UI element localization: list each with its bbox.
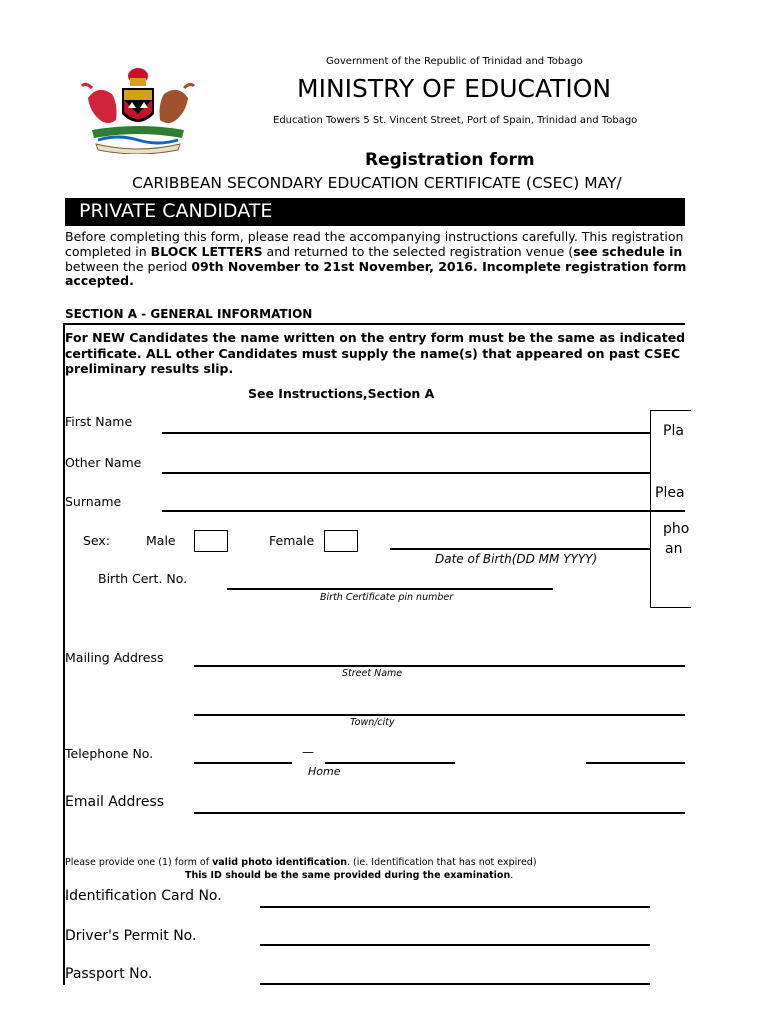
photo-box-text-2: Plea — [655, 485, 685, 501]
banner-label: PRIVATE CANDIDATE — [79, 200, 273, 222]
id-note-2 — [185, 870, 513, 881]
private-candidate-banner — [65, 198, 685, 226]
birth-cert-caption: Birth Certificate pin number — [320, 592, 454, 603]
id-card-field[interactable] — [260, 906, 650, 908]
drivers-permit-field[interactable] — [260, 944, 650, 946]
birth-cert-field[interactable] — [227, 588, 553, 590]
telephone-dash: — — [302, 745, 314, 759]
id-note-2-period: . — [510, 870, 514, 881]
telephone-home-number-field[interactable] — [325, 762, 455, 764]
date-of-birth-field[interactable] — [390, 548, 650, 550]
section-a-note-1: For NEW Candidates the name written on the entry form must be the same as indicated — [65, 330, 686, 345]
intro-line-3 — [65, 259, 686, 274]
surname-label: Surname — [65, 494, 122, 509]
intro-text: between the period — [65, 259, 192, 274]
see-instructions: See Instructions,Section A — [248, 386, 435, 401]
home-caption: Home — [308, 765, 341, 778]
first-name-label: First Name — [65, 414, 133, 429]
section-a-note-3: preliminary results slip. — [65, 361, 234, 376]
id-note-2-bold: This ID should be the same provided during the examination — [185, 870, 511, 881]
photo-box — [650, 410, 691, 608]
section-a-note-2: certificate. ALL other Candidates must supply the name(s) that appeared on past CSEC — [65, 346, 681, 361]
first-name-field[interactable] — [162, 432, 650, 434]
intro-bold-schedule: see schedule in — [573, 244, 683, 259]
town-city-caption: Town/city — [350, 717, 395, 728]
id-note-text: Please provide one (1) form of — [65, 857, 213, 868]
id-card-label: Identification Card No. — [65, 888, 222, 904]
street-name-field[interactable] — [194, 665, 685, 667]
intro-text: and returned to the selected registration venue ( — [262, 244, 574, 259]
town-city-field[interactable] — [194, 714, 685, 716]
email-label: Email Address — [65, 794, 165, 810]
section-a-heading: SECTION A - GENERAL INFORMATION — [65, 307, 313, 321]
drivers-permit-label: Driver's Permit No. — [65, 928, 197, 944]
form-subtitle: CARIBBEAN SECONDARY EDUCATION CERTIFICATE (CSEC) MAY/ — [132, 174, 622, 192]
street-name-caption: Street Name — [342, 668, 403, 679]
other-name-label: Other Name — [65, 455, 142, 470]
other-name-field[interactable] — [162, 472, 650, 474]
intro-line-4: accepted. — [65, 273, 134, 288]
sex-label: Sex: — [83, 533, 111, 548]
ministry-address: Education Towers 5 St. Vincent Street, Port of Spain, Trinidad and Tobago — [273, 115, 638, 126]
telephone-label: Telephone No. — [65, 746, 154, 761]
intro-text: completed in — [65, 244, 151, 259]
form-title: Registration form — [365, 150, 535, 170]
intro-bold-period: 09th November to 21st November, 2016. Incomplete registration form — [191, 259, 687, 274]
surname-field[interactable] — [162, 510, 685, 512]
mailing-address-label: Mailing Address — [65, 650, 164, 665]
male-checkbox[interactable] — [194, 530, 228, 552]
female-label: Female — [269, 533, 315, 548]
intro-bold-block-letters: BLOCK LETTERS — [150, 244, 263, 259]
photo-box-text-3: pho — [663, 521, 690, 537]
date-of-birth-caption: Date of Birth(DD MM YYYY) — [435, 552, 598, 566]
male-label: Male — [146, 533, 176, 548]
telephone-other-field[interactable] — [586, 762, 685, 764]
section-a-top-border — [63, 323, 685, 325]
id-note-bold: valid photo identification — [212, 857, 347, 868]
ministry-title: MINISTRY OF EDUCATION — [297, 74, 612, 103]
intro-line-1: Before completing this form, please read the accompanying instructions carefully. This registration — [65, 229, 684, 244]
telephone-home-area-field[interactable] — [194, 762, 292, 764]
passport-label: Passport No. — [65, 966, 153, 982]
coat-of-arms-logo — [78, 64, 198, 154]
intro-line-2 — [65, 244, 682, 259]
government-heading: Government of the Republic of Trinidad and Tobago — [326, 56, 583, 67]
id-note-text: . (ie. Identification that has not expired) — [347, 857, 537, 868]
female-checkbox[interactable] — [324, 530, 358, 552]
email-field[interactable] — [194, 812, 685, 814]
id-note-1 — [65, 857, 537, 868]
photo-box-text-1: Pla — [663, 423, 684, 439]
birth-cert-label: Birth Cert. No. — [98, 571, 188, 586]
photo-box-text-4: an — [665, 541, 683, 557]
passport-field[interactable] — [260, 983, 650, 985]
